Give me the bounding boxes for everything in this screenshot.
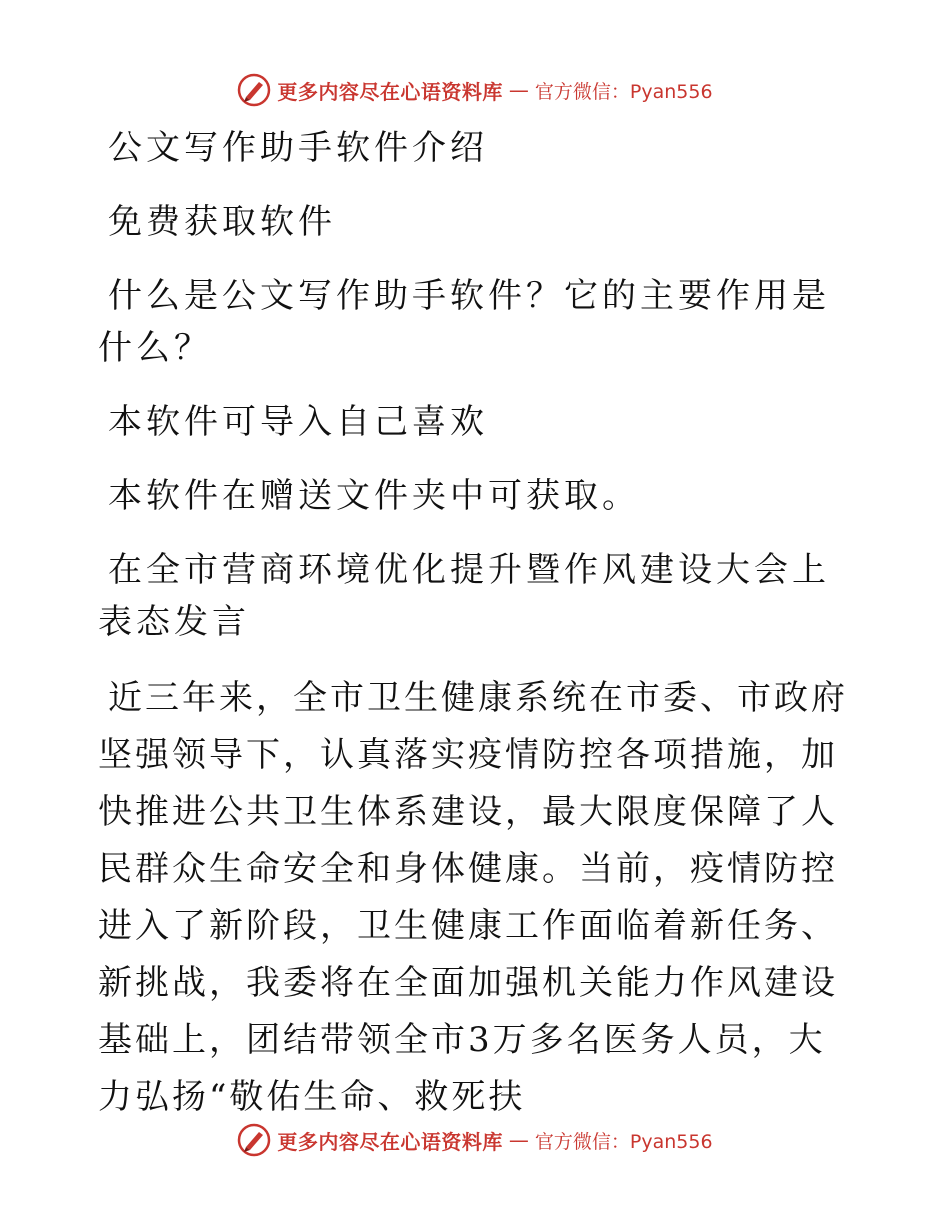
- paragraph-question: 什么是公文写作助手软件？它的主要作用是什么？: [98, 276, 830, 368]
- header-brand-text: 更多内容尽在心语资料库: [277, 79, 503, 104]
- paragraph-import: 本软件可导入自己喜欢: [108, 402, 488, 442]
- pen-logo-icon: [237, 1123, 271, 1157]
- footer-watermark: [0, 1120, 950, 1160]
- footer-wechat-label: 官方微信：Pyan556: [534, 1130, 713, 1153]
- footer-brand-text: 更多内容尽在心语资料库: [277, 1129, 503, 1154]
- paragraph-free-get: 免费获取软件: [108, 202, 336, 242]
- pen-logo-icon: [237, 73, 271, 107]
- header-watermark: [0, 70, 950, 110]
- footer-separator: —: [508, 1128, 529, 1152]
- paragraph-body: 近三年来，全市卫生健康系统在市委、市政府坚强领导下，认真落实疫情防控各项措施，加快推进公共卫生体系建设，最大限度保障了人民群众生命安全和身体健康。当前，疫情防控进入了新阶段，卫生健康工作面临着新任务、新挑战，我委将在全面加强机关能力作风建设基础上，团结带领全市3万多名医务人员，大力弘扬“敬佑生命、救死扶: [98, 678, 848, 1117]
- document-body: [98, 122, 858, 1148]
- header-separator: —: [508, 78, 529, 102]
- header-wechat-label: 官方微信：Pyan556: [534, 80, 713, 103]
- paragraph-title: 公文写作助手软件介绍: [108, 128, 488, 168]
- paragraph-folder: 本软件在赠送文件夹中可获取。: [108, 476, 640, 516]
- paragraph-speech-title: 在全市营商环境优化提升暨作风建设大会上表态发言: [98, 550, 830, 642]
